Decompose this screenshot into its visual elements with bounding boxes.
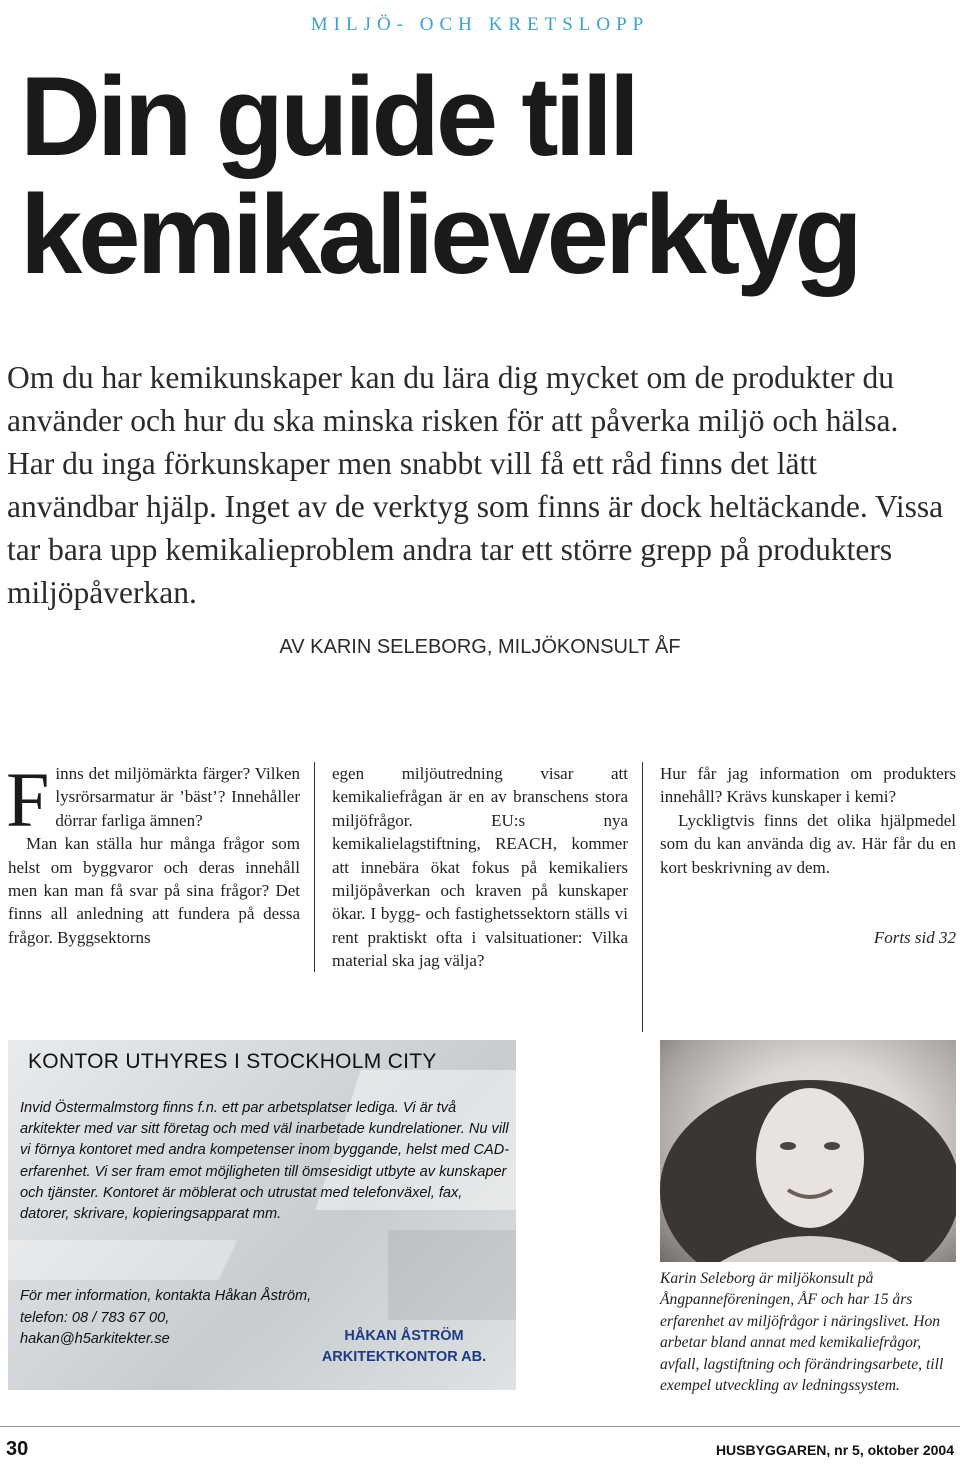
column-divider — [642, 762, 643, 1032]
ad-contact-line: För mer information, kontakta Håkan Åström, — [20, 1288, 312, 1304]
body-paragraph: Hur får jag information om produkters innehåll? Krävs kunskaper i kemi? — [660, 764, 956, 807]
photo-caption: Karin Seleborg är miljökonsult på Ångpanneföreningen, ÅF och har 15 års erfarenhet av miljöfrågor i näringslivet. Hon arbetar bland annat med kemikaliefrågor, avfall, lagstiftning och förändringsarbete, till exempel utveckling av ledningssystem. — [660, 1270, 944, 1395]
section-label: MILJÖ- OCH KRETSLOPP — [310, 14, 650, 35]
advertisement — [8, 1040, 516, 1390]
body-column-1 — [6, 756, 300, 949]
headline — [20, 54, 950, 297]
ad-body: Invid Östermalmstorg finns f.n. ett par arbetsplatser lediga. Vi är två arkitekter med var sitt företag och med väl inarbetade kundrelationer. Nu vill vi förnya kontoret med andra kompetenser inom byggande, helst med CAD-erfarenhet. Vi ser fram emot möjligheten till ömsesidigt utbyte av kunskaper och tjänster. Kontoret är möblerat och utrustat med telefonväxel, fax, datorer, skrivare, kopieringsapparat mm. — [20, 1100, 510, 1223]
headline-line-1: Din guide till — [20, 54, 636, 179]
body-paragraph — [6, 756, 300, 843]
ad-company-line: ARKITEKTKONTOR AB. — [321, 1349, 487, 1365]
ad-background-shape — [8, 1240, 237, 1280]
footer-divider — [0, 1426, 960, 1427]
face-shape — [756, 1088, 864, 1228]
headline-line-2: kemikalieverktyg — [20, 172, 859, 297]
publication-info: HUSBYGGAREN, nr 5, oktober 2004 — [715, 1442, 954, 1458]
continued-note: Forts sid 32 — [873, 928, 956, 947]
lead-paragraph: Om du har kemikunskaper kan du lära dig mycket om de produkter du använder och hur du ska minska risken för att påverka miljö och hälsa. Har du inga förkunskaper men snabbt vill få ett råd finns det lätt användbar hjälp. Inget av de verktyg som finns är dock heltäckande. Vissa tar bara upp kemikalieproblem andra tar ett större grepp på produkters miljöpåverkan. — [7, 360, 944, 610]
eye-shape — [824, 1142, 840, 1150]
eye-shape — [780, 1142, 796, 1150]
body-paragraph: Lyckligtvis finns det olika hjälpmedel som du kan använda dig av. Här får du en kort beskrivning av dem. — [660, 810, 956, 877]
ad-background-shape — [388, 1230, 516, 1320]
ad-company-name — [304, 1326, 504, 1368]
body-paragraph: egen miljöutredning visar att kemikaliefrågan är en av branschens stora miljöfrågor. EU:s nya kemikalielagstiftning, REACH, kommer att innebära ökat fokus på kemikaliers miljöpåverkan och kraven på kunskaper ökar. I bygg- och fastighetssektorn ställs vi rent praktiskt ofta i valsituationer: Vilka material ska jag välja? — [332, 764, 628, 971]
body-column-3 — [660, 762, 956, 879]
page-number: 30 — [6, 1438, 29, 1460]
author-portrait — [660, 1040, 956, 1262]
ad-title: KONTOR UTHYRES I STOCKHOLM CITY — [28, 1050, 437, 1073]
body-column-2 — [332, 762, 628, 973]
ad-contact — [20, 1286, 320, 1351]
column-divider — [314, 762, 315, 972]
ad-contact-phone: telefon: 08 / 783 67 00, — [20, 1309, 170, 1326]
ad-company-line: HÅKAN ÅSTRÖM — [344, 1328, 464, 1344]
body-text: inns det miljömärkta färger? Vilken lysrörsarmatur är ’bäst’? Innehåller dörrar farliga ämnen? — [55, 764, 300, 830]
byline: AV KARIN SELEBORG, MILJÖKONSULT ÅF — [279, 636, 681, 658]
author-photo — [660, 1040, 956, 1262]
drop-cap: F — [6, 756, 50, 843]
ad-contact-email: hakan@h5arkitekter.se — [20, 1331, 170, 1347]
body-paragraph: Man kan ställa hur många frågor som helst om byggvaror och deras innehåll men kan man få svar på sina frågor? Det finns all anledning att fundera på dessa frågor. Byggsektorns — [8, 834, 300, 947]
